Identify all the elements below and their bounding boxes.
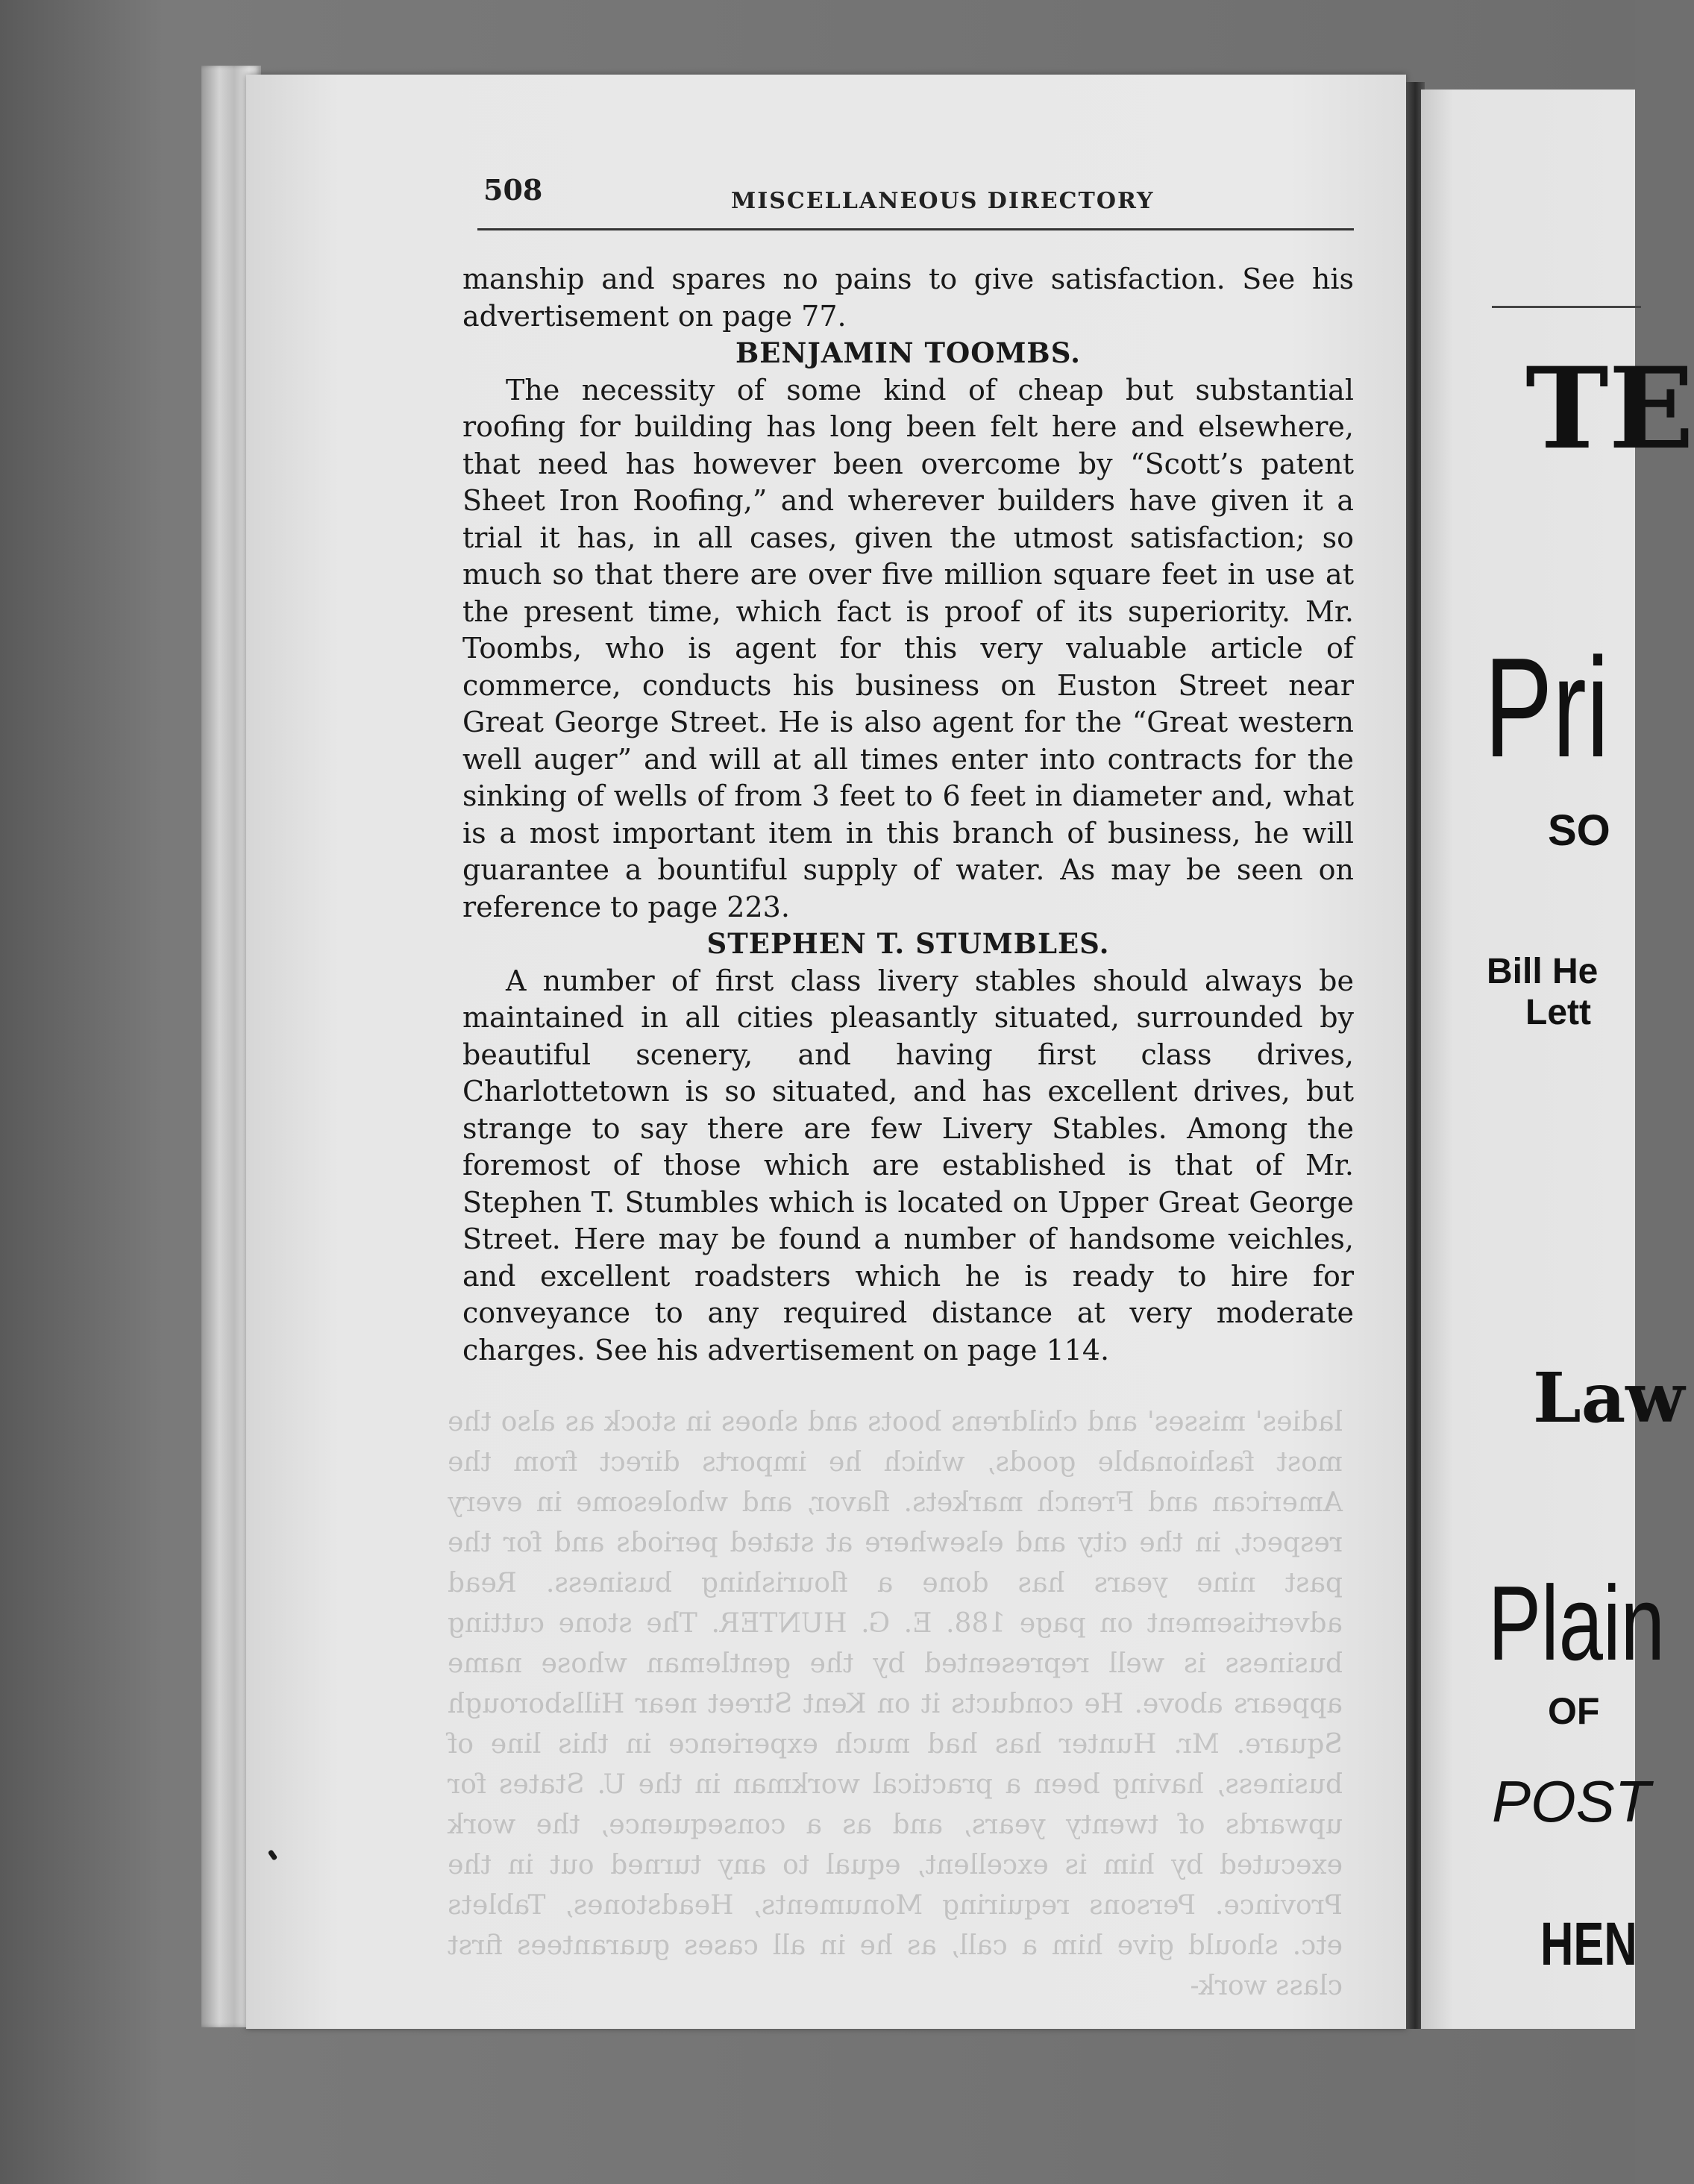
- page-number: 508: [483, 173, 543, 207]
- right-page-top-rule: [1492, 306, 1641, 308]
- right-page-heading-so: SO: [1548, 806, 1610, 855]
- right-page-heading-pri: Pri: [1484, 629, 1610, 787]
- opening-paragraph: manship and spares no pains to give satisfaction. See his advertisement on page 77.: [462, 263, 1354, 333]
- paragraph-benjamin-toombs: The necessity of some kind of cheap but substantial roofing for building has long been felt here and elsewhere, that need has however been overcome by “Scott’s patent Sheet Iron Roofing,” and wherever builders have given it a trial it has, in all cases, given the utmost satisfaction; so much so that there are over five million square feet in use at the present time, which fact is proof of its superiority. Mr. Toombs, who is agent for this very valuable article of commerce, conducts his business on Euston Street near Great George Street. He is also agent for the “Great western well auger” and will at all times enter into contracts for the sinking of wells of from 3 feet to 6 feet in diameter and, what is a most important item in this branch of business, he will guarantee a bountiful supply of water. As may be seen on reference to page 223.: [462, 373, 1354, 923]
- right-page-text-law: Law: [1533, 1358, 1685, 1438]
- section-heading-stephen-stumbles: STEPHEN T. STUMBLES.: [706, 927, 1110, 960]
- right-page-heading-plain: Plain: [1488, 1564, 1665, 1683]
- right-page-text-of: OF: [1548, 1690, 1600, 1732]
- text-column: [462, 261, 1354, 1369]
- right-page-text-lett: Lett: [1525, 993, 1591, 1032]
- running-head: MISCELLANEOUS DIRECTORY: [731, 188, 1155, 214]
- section-heading-benjamin-toombs: BENJAMIN TOOMBS.: [735, 336, 1081, 369]
- right-page-text-post: POST: [1492, 1769, 1651, 1834]
- paragraph-stephen-stumbles: A number of first class livery stables should always be maintained in all cities pleasantly situated, surrounded by beautiful scenery, and having first class drives, Charlottetown is so situated, and has excellent drives, but strange to say there are few Livery Stables. Among the foremost of those which are established is that of Mr. Stephen T. Stumbles which is located on Upper Great George Street. Here may be found a number of handsome veichles, and excellent roadsters which he is ready to hire for conveyance to any required distance at very moderate charges. See his advertisement on page 114.: [462, 964, 1354, 1366]
- right-page-heading-te: TE: [1525, 343, 1694, 474]
- right-page-text-bill: Bill He: [1487, 952, 1599, 991]
- right-page-text-hen: HEN: [1540, 1910, 1637, 1978]
- reverse-side-show-through: ladies' misses' and childrens boots and shoes in stock as also the most fashionable goods, which he imports direct from the American and French markets. flavor, and wholesome in every respect, in the city and elsewhere at stated periods and for the past nine years has done a flourishing business. Read advertisement on page 188. E. G. HUNTER. The stone cutting business is well represented by the gentleman whose name appears above. He conducts it on Kent Street near Hillsborough Square. Mr. Hunter has had much experience in this line of business, having been a practical workman in the U. States for upwards of twenty years, and as a consequence, the work executed by him is excellent, equal to any turned out in the Province. Persons requiring Monuments, Headstones, Tablets etc. should give him a call, as he in all cases guarantees first class work-: [448, 1407, 1343, 2001]
- right-page: [1421, 90, 1694, 2029]
- header-rule: [477, 228, 1354, 230]
